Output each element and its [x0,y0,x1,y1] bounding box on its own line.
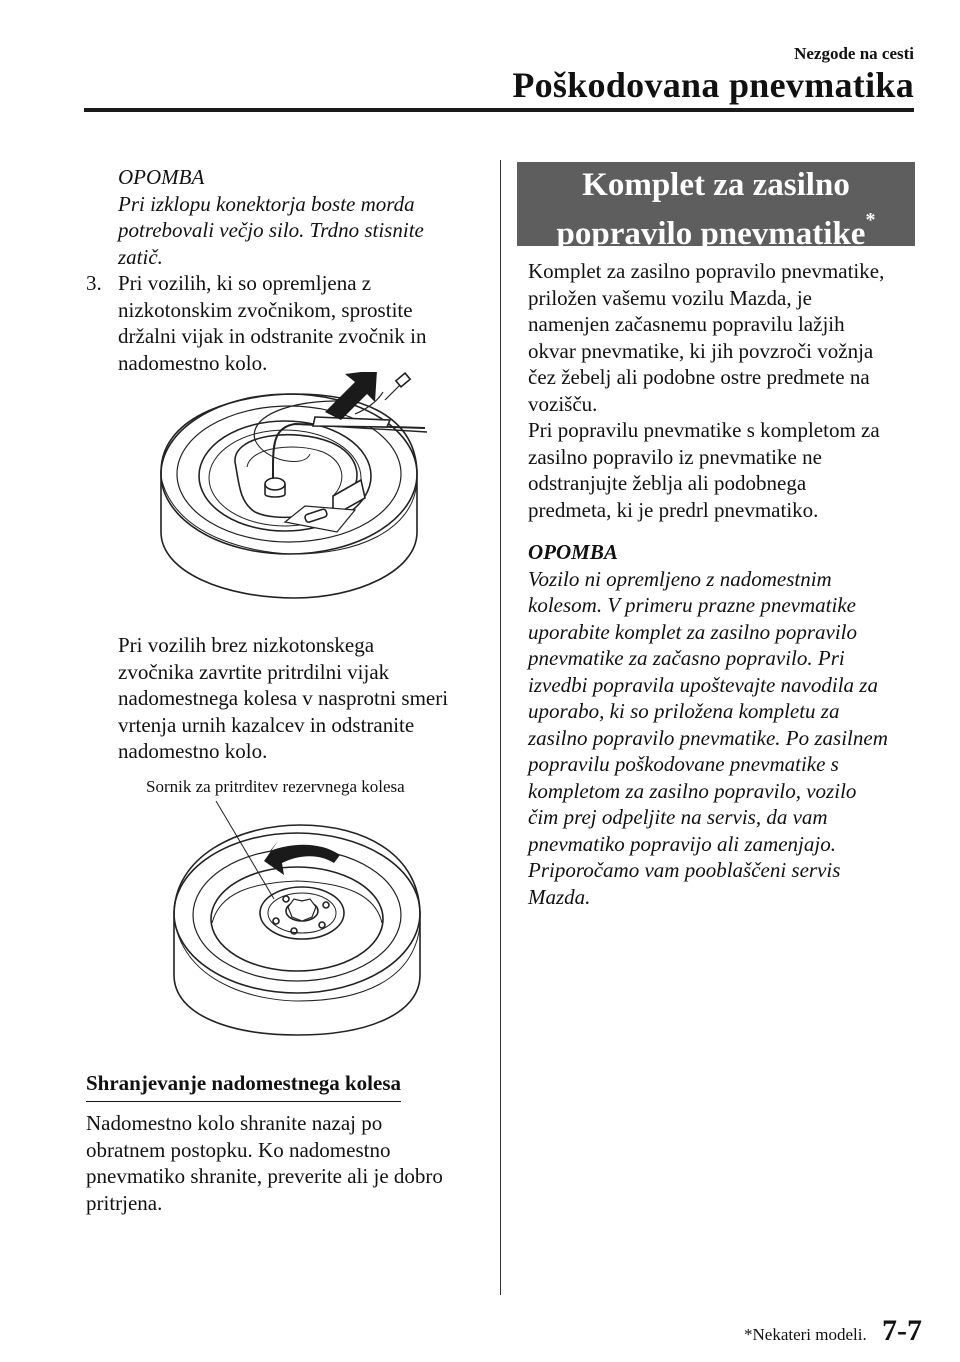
note-label: OPOMBA [118,165,205,189]
paragraph-line: Nadomestno kolo shranite nazaj po [86,1111,383,1135]
note-line: uporabo, ki so priložena kompletu za [528,699,840,723]
paragraph-line: priložen vašemu vozilu Mazda, je [528,285,812,310]
paragraph-line: Pri vozilih brez nizkotonskega [118,633,375,657]
step-line: nadomestno kolo. [118,350,268,375]
paragraph-line: Pri popravilu pnevmatike s kompletom za [528,418,880,442]
note-line: čim prej odpeljite na servis, da vam [528,805,828,829]
step-line: nizkotonskim zvočnikom, sprostite [118,297,413,322]
note-line: pnevmatike za začasno popravilo. Pri [528,646,845,670]
paragraph-line: nadomestnega kolesa v nasprotni smeri [118,686,449,710]
paragraph-line: zasilno popravilo iz pnevmatike ne [528,444,822,469]
paragraph-line: namenjen začasnemu popravilu lažjih [528,312,845,336]
note-line: Priporočamo vam pooblaščeni servis [528,858,841,882]
repair-kit-note [528,539,918,910]
note-line: Mazda. [528,884,591,909]
note-line: uporabite komplet za zasilno popravilo [528,619,857,644]
paragraph-line: Komplet za zasilno popravilo pnevmatike, [528,259,885,283]
paragraph-line: čez žebelj ali podobne ostre predmete na [528,365,870,389]
paragraph-line: nadomestno kolo. [118,739,268,763]
paragraph-line: odstranjujte žeblja ali podobnega [528,471,807,495]
paragraph-line: pritrjena. [86,1190,163,1215]
repair-kit-paragraph [528,258,918,523]
paragraph-no-subwoofer [118,632,478,765]
note-line: zasilno popravilo pnevmatike. Po zasilnem [528,725,888,750]
paragraph-line: zvočnika zavrtite pritrdilni vijak [118,659,390,684]
section-title-line: popravilo pnevmatike [556,216,866,252]
paragraph-line: vrtenja urnih kazalcev in odstranite [118,712,415,737]
paragraph-line: predmeta, ki je predrl pnevmatiko. [528,497,819,522]
chapter-title: Nezgode na cesti [794,44,914,63]
note-block [118,164,468,270]
page-number: 7-7 [882,1314,922,1347]
note-line: Pri izklopu konektorja boste morda [118,191,415,216]
header-rule [84,108,914,112]
step-number: 3. [86,271,102,295]
storage-paragraph [86,1110,481,1216]
footnote: *Nekateri modeli. [744,1325,867,1344]
paragraph-line: pnevmatiko shranite, preverite ali je dobro [86,1164,443,1188]
page-title: Poškodovana pnevmatika [512,65,914,105]
note-line: popravilu poškodovane pnevmatike s [528,752,839,776]
note-line: pnevmatiko popravijo ali zamenjajo. [528,831,836,856]
note-line: kompletom za zasilno popravilo, vozilo [528,778,857,803]
spare-wheel-bolt-illustration [170,795,430,1045]
note-line: zatič. [118,244,163,269]
asterisk-mark: * [865,209,876,231]
subsection-heading: Shranjevanje nadomestnega kolesa [86,1071,401,1102]
column-divider [500,160,501,1295]
note-line: potrebovali večjo silo. Trdno stisnite [118,218,424,242]
figure-callout-label: Sornik za pritrditev rezervnega kolesa [146,777,405,796]
note-line: izvedbi popravila upoštevajte navodila za [528,672,878,697]
paragraph-line: okvar pnevmatike, ki jih povzroči vožnja [528,338,874,363]
step-line: Pri vozilih, ki so opremljena z [118,271,372,295]
section-title-box [517,162,915,252]
subwoofer-spare-wheel-illustration [155,372,435,604]
paragraph-line: vozišču. [528,391,598,416]
note-line: kolesom. V primeru prazne pnevmatike [528,593,856,617]
step-line: držalni vijak in odstranite zvočnik in [118,324,427,348]
step-text [118,270,478,376]
note-line: Vozilo ni opremljeno z nadomestnim [528,566,832,591]
section-title-line: Komplet za zasilno [582,167,850,203]
paragraph-line: obratnem postopku. Ko nadomestno [86,1137,391,1162]
note-label: OPOMBA [528,540,618,564]
